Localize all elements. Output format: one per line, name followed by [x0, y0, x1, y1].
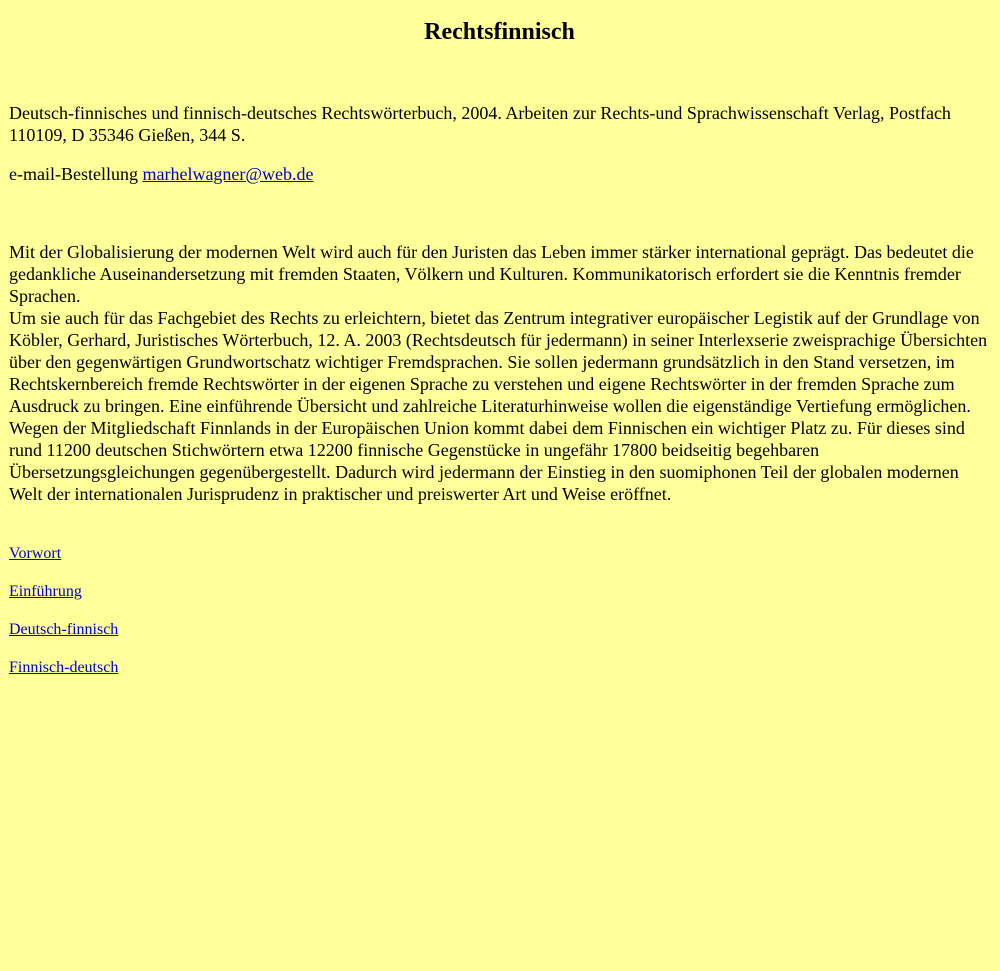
book-citation: Deutsch-finnisches und finnisch-deutsches Rechtswörterbuch, 2004. Arbeiten zur Rechts-und Sprachwissenschaft Verlag, Postfach 110109, D 35346 Gießen, 344 S. [9, 103, 951, 145]
link-deutsch-finnisch[interactable]: Deutsch-finnisch [9, 621, 119, 638]
paragraph-globalisation: Mit der Globalisierung der modernen Welt wird auch für den Juristen das Leben immer stärker international geprägt. Das bedeutet die gedankliche Auseinandersetzung mit fremden Staaten, Völkern und Kulturen. Kommunikatorisch erfordert sie die Kenntnis fremder Sprachen. [9, 242, 974, 306]
link-finnisch-deutsch[interactable]: Finnisch-deutsch [9, 659, 119, 676]
description-text [9, 241, 990, 505]
link-einfuehrung[interactable]: Einführung [9, 583, 82, 600]
link-vorwort[interactable]: Vorwort [9, 545, 62, 562]
section-links [9, 543, 118, 695]
email-order-link[interactable]: marhelwagner@web.de [142, 164, 314, 184]
page-title: Rechtsfinnisch [424, 19, 575, 45]
paragraph-interlex: Um sie auch für das Fachgebiet des Rechts zu erleichtern, bietet das Zentrum integrativer europäischer Legistik auf der Grundlage von Köbler, Gerhard, Juristisches Wörterbuch, 12. A. 2003 (Rechtsdeutsch für jedermann) in seiner Interlexserie zweisprachige Übersichten über den gegenwärtigen Grundwortschatz wichtiger Fremdsprachen. Sie sollen jedermann grundsätzlich in den Stand versetzen, im Rechtskernbereich fremde Rechtswörter in der eigenen Sprache zu verstehen und eigene Rechtswörter in der fremden Sprache zum Ausdruck zu bringen. Eine einführende Übersicht und zahlreiche Literaturhinweise wollen die eigenständige Vertiefung ermöglichen. [9, 308, 988, 416]
email-order-label: e-mail-Bestellung [9, 164, 143, 184]
paragraph-finland: Wegen der Mitgliedschaft Finnlands in der Europäischen Union kommt dabei dem Finnischen ein wichtiger Platz zu. Für dieses sind rund 11200 deutschen Stichwörtern etwa 12200 finnische Gegenstücke in ungefähr 17800 beidseitig begehbaren Übersetzungsgleichungen gegenübergestellt. Dadurch wird jedermann der Einstieg in den suomiphonen Teil der globalen modernen Welt der internationalen Jurisprudenz in praktischer und preiswerter Art und Weise eröffnet. [9, 418, 965, 504]
email-order-line [9, 163, 988, 185]
